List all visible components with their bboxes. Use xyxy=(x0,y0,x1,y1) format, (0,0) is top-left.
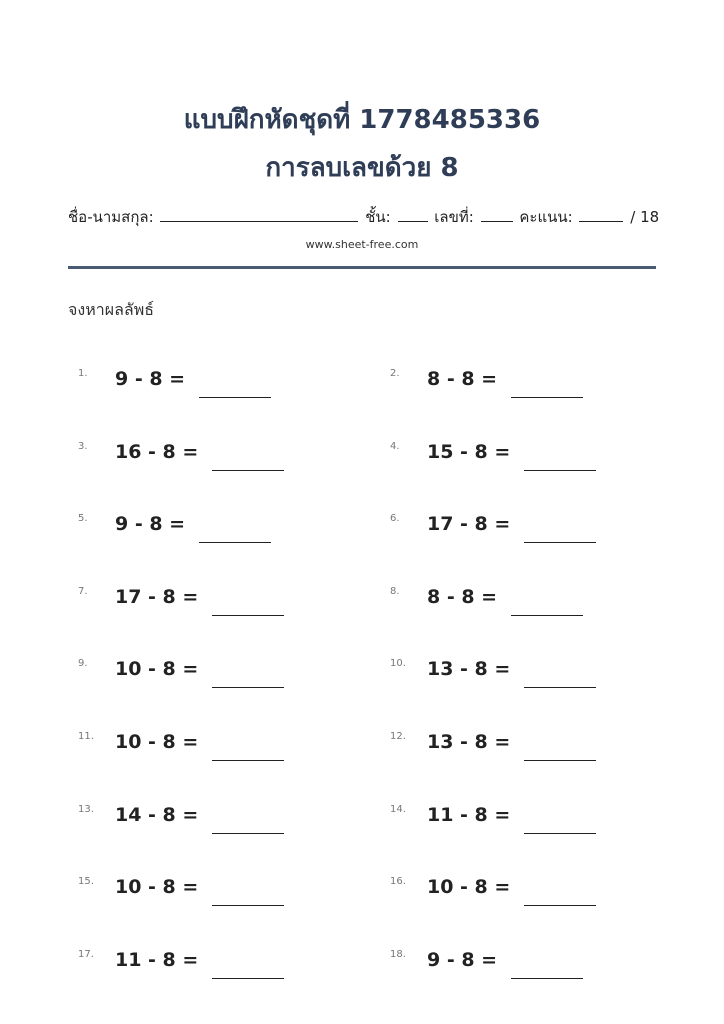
problem-number: 7. xyxy=(78,585,88,597)
problem-expression-text: 13 - 8 = xyxy=(427,731,511,753)
name-label: ชื่อ-นามสกุล: xyxy=(68,208,154,226)
problem-number: 5. xyxy=(78,513,88,525)
problem-number: 13. xyxy=(78,803,94,815)
problem-expression xyxy=(115,796,284,834)
problem-number: 2. xyxy=(390,368,400,379)
answer-blank[interactable] xyxy=(524,446,596,471)
answer-blank[interactable] xyxy=(524,736,596,761)
class-blank[interactable] xyxy=(398,207,428,222)
problem-expression xyxy=(427,650,596,688)
problem-expression-text: 10 - 8 = xyxy=(115,658,199,681)
answer-blank[interactable] xyxy=(212,446,284,471)
worksheet-title: แบบฝึกหัดชุดที่ 1778485336 xyxy=(183,105,541,135)
answer-blank[interactable] xyxy=(524,881,596,906)
problem-expression xyxy=(115,868,284,906)
problem-number: 4. xyxy=(390,440,400,452)
problem-expression-text: 10 - 8 = xyxy=(115,731,199,753)
problem-number: 1. xyxy=(78,368,88,379)
answer-blank[interactable] xyxy=(212,591,284,616)
instruction-text: จงหาผลลัพธ์ xyxy=(68,300,155,319)
score-label: คะแนน: xyxy=(519,208,573,226)
problem-expression-text: 16 - 8 = xyxy=(115,440,199,463)
problem-number: 8. xyxy=(390,585,400,597)
answer-blank[interactable] xyxy=(212,736,284,761)
class-label: ชั้น: xyxy=(365,208,391,226)
problem-expression xyxy=(115,578,284,616)
problem-number: 14. xyxy=(390,803,406,815)
score-total: / 18 xyxy=(630,208,660,226)
problem-expression-text: 11 - 8 = xyxy=(427,803,511,826)
problem-expression xyxy=(427,723,596,761)
problem-expression xyxy=(115,433,284,471)
problem-expression-text: 13 - 8 = xyxy=(427,658,511,681)
problem-expression-text: 14 - 8 = xyxy=(115,803,199,826)
problem-expression xyxy=(427,360,583,398)
answer-blank[interactable] xyxy=(524,518,596,543)
problem-number: 10. xyxy=(390,658,406,670)
problem-expression xyxy=(427,505,596,543)
student-info-row xyxy=(68,206,658,228)
problem-expression-text: 10 - 8 = xyxy=(427,876,511,899)
problem-expression xyxy=(115,723,284,761)
problem-expression-text: 11 - 8 = xyxy=(115,948,199,971)
problem-number: 11. xyxy=(78,731,94,742)
problem-expression-text: 8 - 8 = xyxy=(427,585,498,608)
problem-expression-text: 9 - 8 = xyxy=(427,948,498,971)
answer-blank[interactable] xyxy=(212,954,284,979)
problem-expression-text: 8 - 8 = xyxy=(427,368,498,390)
problem-expression-text: 15 - 8 = xyxy=(427,440,511,463)
problem-expression xyxy=(427,578,583,616)
worksheet-subtitle: การลบเลขด้วย 8 xyxy=(265,153,459,183)
problem-expression xyxy=(427,433,596,471)
problem-expression-text: 9 - 8 = xyxy=(115,513,186,536)
number-label: เลขที่: xyxy=(434,208,474,226)
answer-blank[interactable] xyxy=(212,881,284,906)
problem-expression xyxy=(427,796,596,834)
problem-expression-text: 17 - 8 = xyxy=(115,585,199,608)
problem-expression xyxy=(115,941,284,979)
answer-blank[interactable] xyxy=(511,591,583,616)
problem-expression xyxy=(427,941,583,979)
answer-blank[interactable] xyxy=(524,809,596,834)
problem-expression-text: 17 - 8 = xyxy=(427,513,511,536)
problem-number: 15. xyxy=(78,876,94,888)
answer-blank[interactable] xyxy=(511,954,583,979)
problem-expression-text: 10 - 8 = xyxy=(115,876,199,899)
problem-number: 16. xyxy=(390,876,406,888)
answer-blank[interactable] xyxy=(212,663,284,688)
problem-expression-text: 9 - 8 = xyxy=(115,368,186,390)
name-blank[interactable] xyxy=(160,207,358,222)
answer-blank[interactable] xyxy=(199,373,271,398)
problem-number: 12. xyxy=(390,731,406,742)
score-blank[interactable] xyxy=(579,207,623,222)
site-url: www.sheet-free.com xyxy=(305,238,419,251)
answer-blank[interactable] xyxy=(511,373,583,398)
number-blank[interactable] xyxy=(481,207,513,222)
header-divider xyxy=(68,266,656,269)
answer-blank[interactable] xyxy=(524,663,596,688)
answer-blank[interactable] xyxy=(199,518,271,543)
problem-number: 17. xyxy=(78,948,94,960)
problem-expression xyxy=(115,360,271,398)
problem-number: 18. xyxy=(390,948,406,960)
problem-expression xyxy=(115,505,271,543)
problem-expression xyxy=(115,650,284,688)
problem-number: 3. xyxy=(78,440,88,452)
problem-number: 6. xyxy=(390,513,400,525)
problem-expression xyxy=(427,868,596,906)
answer-blank[interactable] xyxy=(212,809,284,834)
problem-number: 9. xyxy=(78,658,88,670)
